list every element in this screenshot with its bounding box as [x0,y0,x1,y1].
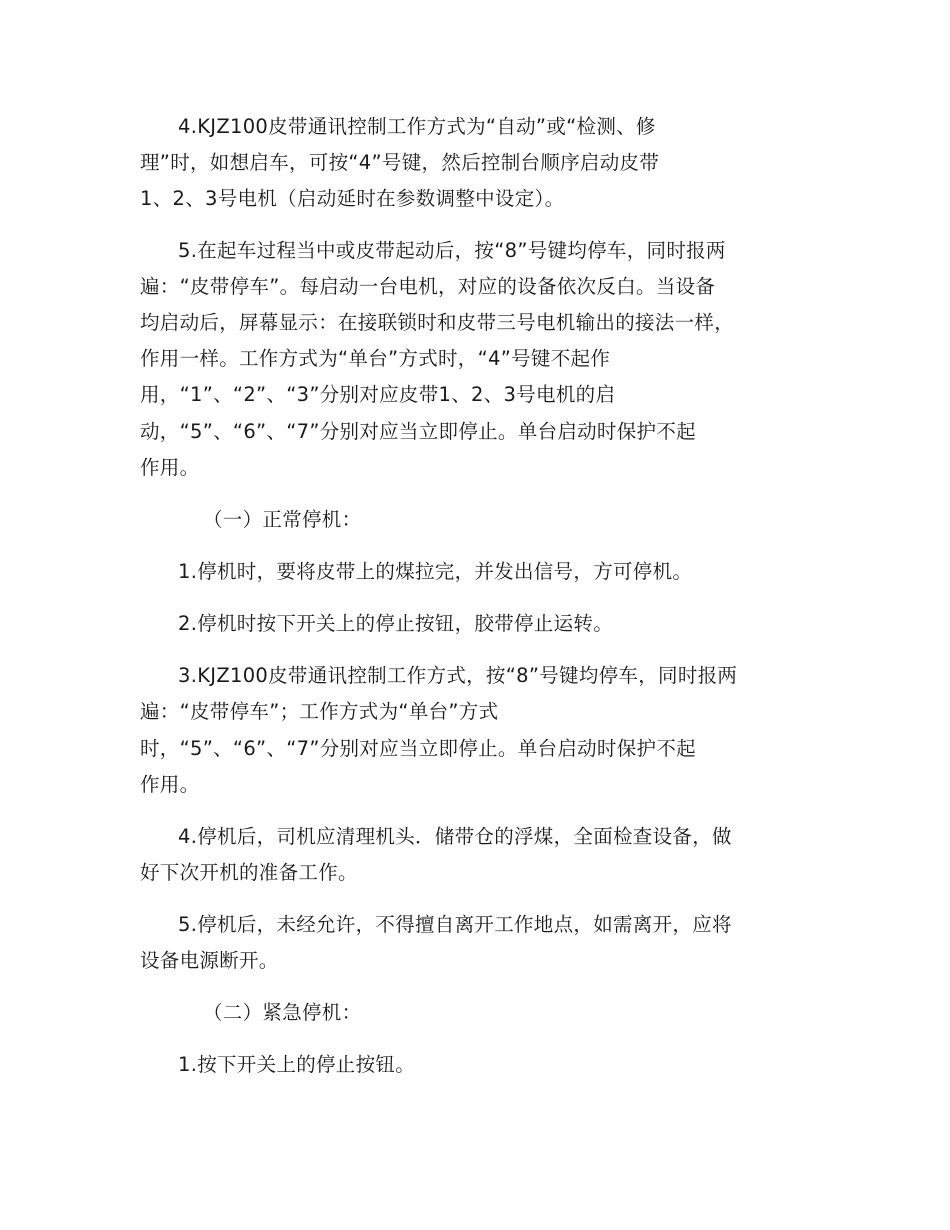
paragraph-5-line-6: 动，“5”、“6”、“7”分别对应当立即停止。单台启动时保护不起 [140,420,696,443]
emergency-stop-item-1: 1.按下开关上的停止按钮。 [178,1053,416,1076]
normal-stop-item-2: 2.停机时按下开关上的停止按钮，胶带停止运转。 [178,612,614,635]
normal-stop-item-5-line-1: 5.停机后，未经允许，不得擅自离开工作地点，如需离开，应将 [178,913,732,936]
paragraph-4-line-3: 1、2、3号电机（启动延时在参数调整中设定）。 [140,187,565,210]
normal-stop-item-3-line-2: 遍：“皮带停车”；工作方式为“单台”方式 [140,700,499,723]
section-heading-emergency-stop: （二）紧急停机： [203,1001,362,1024]
paragraph-5-line-7: 作用。 [140,456,200,479]
normal-stop-item-5-line-2: 设备电源断开。 [140,949,279,972]
normal-stop-item-3-line-1: 3.KJZ100皮带通讯控制工作方式，按“8”号键均停车，同时报两 [178,664,738,687]
paragraph-5-line-1: 5.在起车过程当中或皮带起动后，按“8”号键均停车，同时报两 [178,239,726,262]
normal-stop-item-3-line-4: 作用。 [140,773,200,796]
paragraph-4-line-2: 理”时，如想启车，可按“4”号键，然后控制台顺序启动皮带 [140,151,660,174]
section-heading-normal-stop: （一）正常停机： [203,508,362,531]
normal-stop-item-4-line-2: 好下次开机的准备工作。 [140,861,358,884]
paragraph-5-line-5: 用，“1”、“2”、“3”分别对应皮带1、2、3号电机的启 [140,383,616,406]
normal-stop-item-4-line-1: 4.停机后，司机应清理机头．储带仓的浮煤，全面检查设备，做 [178,825,732,848]
normal-stop-item-3-line-3: 时，“5”、“6”、“7”分别对应当立即停止。单台启动时保护不起 [140,737,696,760]
paragraph-5-line-3: 均启动后，屏幕显示：在接联锁时和皮带三号电机输出的接法一样， [140,311,735,334]
paragraph-5-line-2: 遍：“皮带停车”。每启动一台电机，对应的设备依次反白。当设备 [140,275,716,298]
paragraph-4-line-1: 4.KJZ100皮带通讯控制工作方式为“自动”或“检测、修 [178,115,656,138]
normal-stop-item-1: 1.停机时，要将皮带上的煤拉完，并发出信号，方可停机。 [178,560,693,583]
paragraph-5-line-4: 作用一样。工作方式为“单台”方式时，“4”号键不起作 [140,347,611,370]
